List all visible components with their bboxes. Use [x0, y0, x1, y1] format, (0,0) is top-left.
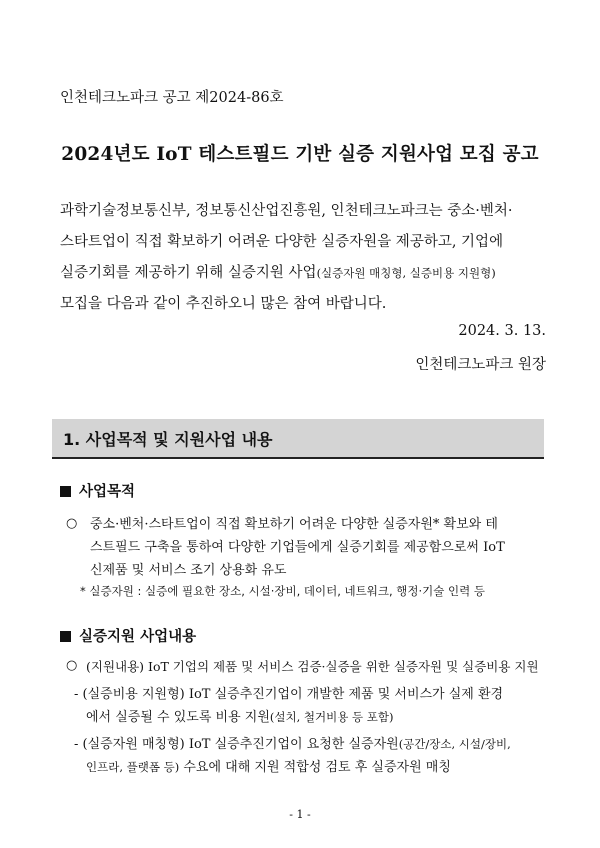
- purpose-footnote: * 실증자원 : 실증에 필요한 장소, 시설·장비, 데이터, 네트워크, 행정·기술 인력 등: [80, 584, 486, 598]
- item-matching-line-2-note: 인프라, 플랫폼 등): [86, 760, 180, 774]
- item-cost-line-2-note: (설치, 철거비용 등 포함): [269, 710, 394, 724]
- purpose-line-2: 스트필드 구축을 통하여 다양한 기업들에게 실증기회를 제공함으로써 IoT: [90, 540, 505, 555]
- notice-date: 2024. 3. 13.: [458, 323, 546, 339]
- intro-paragraph: [60, 196, 546, 320]
- content-heading: [60, 625, 196, 646]
- item-matching-line-2-main: 수요에 대해 지원 적합성 검토 후 실증자원 매칭: [179, 760, 451, 775]
- intro-line-3: [60, 258, 546, 289]
- item-matching-line-1: [74, 733, 511, 756]
- intro-line-4: 모집을 다음과 같이 추진하오니 많은 참여 바랍니다.: [60, 296, 387, 312]
- content-heading-text: 실증지원 사업내용: [79, 629, 197, 645]
- item-cost-line-2-main: 에서 실증될 수 있도록 비용 지원: [86, 710, 270, 725]
- purpose-line-3: 신제품 및 서비스 조기 상용화 유도: [90, 563, 287, 578]
- item-cost-line-2: [86, 706, 394, 729]
- circle-bullet-icon: ○: [66, 516, 78, 531]
- intro-line-2: 스타트업이 직접 확보하기 어려운 다양한 실증자원을 제공하고, 기업에: [60, 234, 504, 250]
- intro-line-1: 과학기술정보통신부, 정보통신산업진흥원, 인천테크노파크는 중소·벤처·: [60, 203, 513, 219]
- issuer: 인천테크노파크 원장: [415, 357, 546, 373]
- intro-line-3-main: 실증기회를 제공하기 위해 실증지원 사업: [60, 265, 317, 281]
- purpose-heading-text: 사업목적: [79, 484, 136, 500]
- item-matching-line-2: [86, 756, 451, 779]
- item-cost-line-1: - (실증비용 지원형) IoT 실증추진기업이 개발한 제품 및 서비스가 실제 환경: [74, 687, 504, 702]
- item-matching-line-1-main: - (실증자원 매칭형) IoT 실증추진기업이 요청한 실증자원: [74, 737, 399, 752]
- purpose-text: [90, 513, 550, 582]
- square-bullet-icon: [60, 486, 71, 497]
- content-bullet: (지원내용) IoT 기업의 제품 및 서비스 검증·실증을 위한 실증자원 및 실증비용 지원: [86, 659, 539, 674]
- page-number: - 1 -: [289, 808, 311, 821]
- intro-line-3-note: (실증자원 매칭형, 실증비용 지원형): [316, 266, 496, 280]
- square-bullet-icon: [60, 631, 71, 642]
- purpose-line-1: 중소·벤처·스타트업이 직접 확보하기 어려운 다양한 실증자원* 확보와 테: [90, 517, 498, 532]
- purpose-heading: [60, 480, 135, 501]
- section-title: 1. 사업목적 및 지원사업 내용: [63, 430, 273, 449]
- document-title: 2024년도 IoT 테스트필드 기반 실증 지원사업 모집 공고: [61, 144, 539, 165]
- notice-number: 인천테크노파크 공고 제2024-86호: [60, 90, 284, 106]
- circle-bullet-icon: ○: [66, 658, 78, 673]
- item-matching-line-1-note: (공간/장소, 시설/장비,: [398, 737, 511, 751]
